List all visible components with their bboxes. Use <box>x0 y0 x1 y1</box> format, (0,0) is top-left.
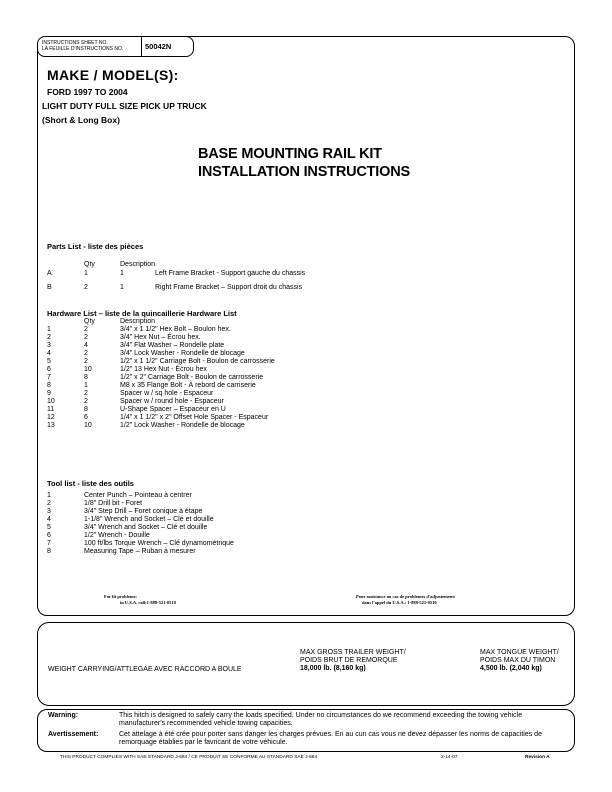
title-line-2: INSTALLATION INSTRUCTIONS <box>198 164 410 180</box>
parts-col-desc: Description <box>120 261 156 268</box>
hardware-col-desc: Description <box>120 318 156 325</box>
avertissement-text: Cet attelage à été crée pour porter sans danger les charges prévues. En au cun cas vous ne devez dépasser les norms de capacities de remorquage établies par le favricant de votre véhicule. <box>119 731 542 747</box>
vehicle-box: (Short & Long Box) <box>42 115 120 125</box>
sheet-label-fr: LA FEUILLE D'INSTRUCTIONS NO. <box>42 46 124 52</box>
make-model-heading: MAKE / MODEL(S): <box>47 67 179 83</box>
vehicle-model: FORD 1997 TO 2004 <box>47 87 128 97</box>
gross-trailer-weight: MAX GROSS TRAILER WEIGHT/ POIDS BRUT DE REMORQUE 18,000 lb. (8,160 kg) <box>300 649 406 672</box>
parts-col-qty: Qty <box>84 261 95 268</box>
vehicle-type: LIGHT DUTY FULL SIZE PICK UP TRUCK <box>42 101 207 111</box>
hitch-type-label: WEIGHT CARRYING/ATTLEGAE AVEC RACCORD A BOULE <box>48 666 242 673</box>
tongue-weight: MAX TONGUE WEIGHT/ POIDS MAX DU TIMON 4,500 lb. (2,040 kg) <box>480 649 559 672</box>
warning-text: This hitch is designed to safely carry the loads specified. Under no circumstances do we recommend exceeding the towing vehicle manufacturer's recommended vehicle towing capacities. <box>119 712 523 728</box>
tongue-weight-value: 4,500 lb. (2,040 kg) <box>480 665 542 672</box>
avertissement-label: Avertissement: <box>48 731 99 738</box>
revision-date: 2-14-07 <box>441 755 458 760</box>
parts-list-heading: Parts List - liste des pièces <box>47 242 144 251</box>
title-line-1: BASE MOUNTING RAIL KIT <box>198 146 382 162</box>
hardware-col-qty: Qty <box>84 318 95 325</box>
hardware-list-heading: Hardware List – liste de la quincaillerie Hardware List <box>47 309 237 318</box>
support-fr: Pour assistance au cas de problemes d'adjustement: dans l'appel du U.S.A.: 1-888-521-0510 <box>356 594 456 605</box>
sheet-label-en: INSTRUCTIONS SHEET NO. <box>42 40 108 46</box>
tool-list-heading: Tool list - liste des outils <box>47 479 134 488</box>
sheet-number: 50042N <box>145 42 172 51</box>
revision-label: Revision A <box>525 755 550 760</box>
sheet-number-label <box>42 40 142 52</box>
gross-trailer-weight-value: 18,000 lb. (8,160 kg) <box>300 665 366 672</box>
support-en: For fit problems: in U.S.A. call:1-888-521-0510 <box>104 594 176 605</box>
compliance-note: THIS PRODUCT COMPLIES WITH SAE STANDARD J-684 / CE PRODUIT SE CONFORME AU STANDARD SAE J-684 <box>60 755 318 760</box>
warning-label: Warning: <box>48 712 79 719</box>
